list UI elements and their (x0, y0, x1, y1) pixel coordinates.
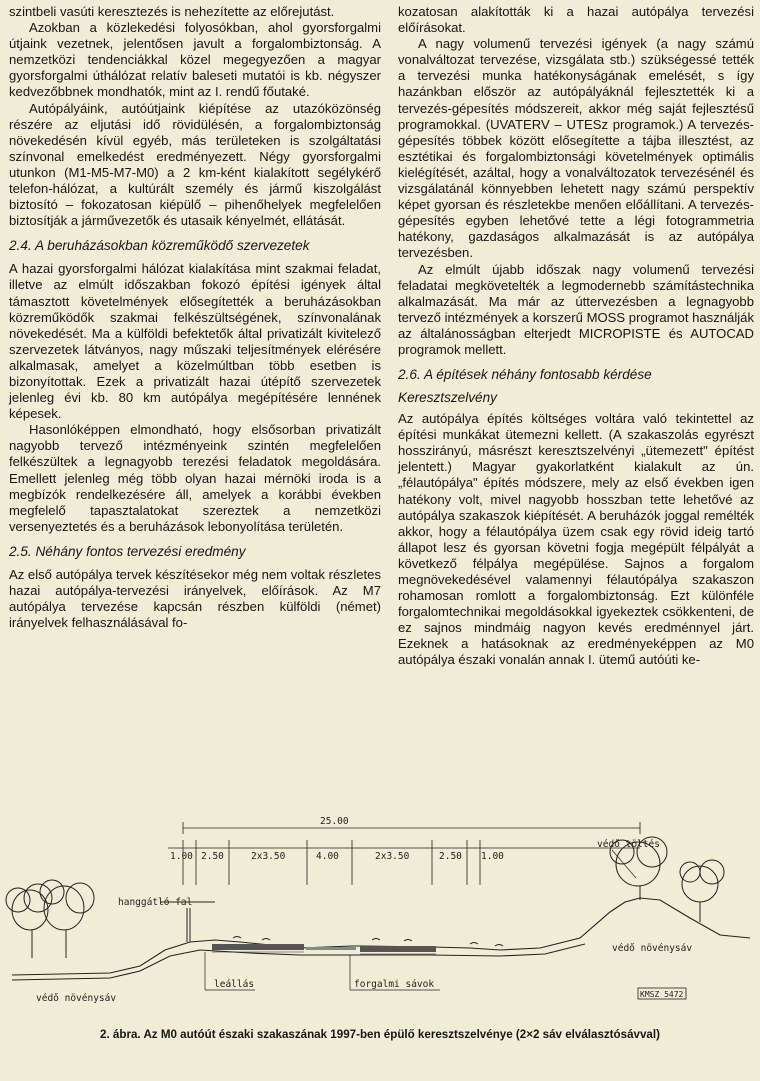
left-planting-label: védő növénysáv (36, 993, 117, 1004)
paragraph: Az elmúlt újabb időszak nagy volumenű tervezési feladatai megkövetelték a legmodernebb számítástechnika alkalmazását. Ma már az úttervezésben a legnagyobb tervező intézmények a korszerű MOSS programot használják az általánosságban elterjedt MICROPISTE és AUTOCAD programok mellett. (398, 261, 754, 357)
section-heading: 2.6. A építések néhány fontosabb kérdése (398, 367, 652, 383)
paragraph: Hasonlóképpen elmondható, hogy elsősorban privatizált nagyobb tervező intézményeink szintén megfelelően felkészültek a legnagyobb terezési feladatok megoldására. Emellett jelenleg még több olyan hazai mérnöki iroda is a megbízók rendelkezésére áll, amelyek a korábbi években megfelelő tapasztalatokat szereztek a nemzetközi versenyeztetés és a beruházások lebonyolítása területén. (9, 422, 381, 534)
paragraph: Az első autópálya tervek készítésekor még nem voltak részletes hazai autópálya-tervezési irányelvek, előírások. Az M7 autópálya tervezése kapcsán részben külföldi (német) irányelvek felhasználásával fo- (9, 566, 381, 631)
right-planting-label: védő növénysáv (612, 943, 693, 954)
cross-section-figure (0, 790, 760, 1020)
left-tree-group (6, 880, 94, 958)
dim-label-7: 1.00 (481, 851, 504, 862)
figure-caption: 2. ábra. Az M0 autóút északi szakaszának 1997-ben épülő keresztszelvénye (2×2 sáv elválasztósávval) (100, 1028, 660, 1041)
dim-label-3: 2x3.50 (251, 851, 286, 862)
left-text-column (9, 4, 381, 631)
shoulder-label: leállás (214, 979, 255, 990)
dim-label-2: 2.50 (201, 851, 224, 862)
embankment-label: védő töltés (597, 839, 660, 850)
cross-section-drawing (0, 790, 760, 1020)
paragraph: szintbeli vasúti keresztezés is nehezítette az előrejutást. (9, 4, 335, 19)
dim-label-6: 2.50 (439, 851, 462, 862)
right-text-column (398, 4, 754, 669)
paragraph: Az autópálya építés költséges voltára való tekintettel az építési munkákat ütemezni kellett. (A szakaszolás egyrészt hosszirányú, másrészt keresztszelvényi „ütemezett" építést jelentett.) Magyar gyakorlatként kialakult az ún. „félautópálya" építés módszere, mely az első években igen hatékony volt, mivel nagyobb hosszban tette lehetővé az autópálya szakaszok kiépítését. A beruházók joggal remélték akkor, hogy a félautópálya üzem csak egy rövid ideig tartó állapot lesz és gyorsan követni fogja megépült félpályát a következő félpálya megépülése. Sajnos a forgalom megnövekedésével valamennyi félautópálya szakaszon rohamosan romlott a forgalombiztonság. Ezt különféle forgalomtechnikai megoldásokkal igyekeztek csökkenteni, de ez sajnos mindmáig nagyon kevés eredménnyel járt. Ezeknek a hatásoknak az eredményeképpen az M0 autópálya északi vonalán annak I. ütemű autóúti ke- (398, 411, 754, 668)
total-width-label: 25.00 (320, 816, 349, 827)
subsection-heading: Keresztszelvény (398, 390, 497, 406)
paragraph: A hazai gyorsforgalmi hálózat kialakítása mint szakmai feladat, illetve az elmúlt időszakban fokozó építési igények által támasztott követelmények elősegítették a beruházásokban közreműködők szakmai felkészültségének, színvonalának növekedését. Ma a külföldi befektetők által privatizált kivitelező szervezetek látványos, nagy műszaki teljesítmények elérésére alkalmasak, amelyet a közelmúltban több esetben is bizonyítottak. Ezek a privatizált hazai útépítő szervezetek jelenleg évi kb. 80 km autópálya megépítésére lennének képesek. (9, 261, 381, 422)
section-heading: 2.4. A beruházásokban közreműködő szervezetek (9, 238, 310, 254)
lanes-label: forgalmi sávok (354, 979, 435, 990)
dim-label-4: 4.00 (316, 851, 339, 862)
dim-label-1: 1.00 (170, 851, 193, 862)
drawing-stamp: KMSZ 5472 (640, 990, 684, 999)
paragraph: A nagy volumenű tervezési igények (a nagy számú vonalváltozat tervezése, vizsgálata stb.) szükségessé tették a tervezési munka hatékonyságának emelését, s így hazánkban először az autópályáknál fejlesztették ki a tervezés-gépesítés módszereit, akkor még saját fejlesztésű programokkal. (UVATERV – UTESz programok.) A tervezés-gépesítés többek között elősegítette a tájba illesztést, az esztétikai és forgalombiztonsági követelmények optimális kielégítését, azáltal, hogy a vonalváltozatok tervezésénél és vizsgálatánál könnyebben lehetett nagy számú perspektív képet gyorsan és részletekbe menően előállítani. A tervezés-gépesítés egyben lehetővé tette a légi fotogrammetria hatékony, gazdaságos alkalmazását is az autópálya tervezésben. (398, 36, 754, 261)
section-heading: 2.5. Néhány fontos tervezési eredmény (9, 543, 246, 559)
paragraph: Autópályáink, autóútjaink kiépítése az utazóközönség részére az eljutási idő rövidülésén, a forgalombiztonság növekedésén kívül egyéb, más területeken is szolgáltatási színvonal emelkedést eredményezett. Négy gyorsforgalmi utunkon (M1-M5-M7-M0) a 2 km-ként kialakított segélykérő telefon-hálózat, a kultúrált személy és jármű kiszolgálást biztosító – fokozatosan kiépülő – pihenőhelyek megfelelően biztosítják a járművezetők és utasaik kényelmét, ellátását. (9, 100, 381, 229)
dim-label-5: 2x3.50 (375, 851, 410, 862)
noise-wall-label: hanggátló fal (118, 897, 193, 908)
paragraph: Azokban a közlekedési folyosókban, ahol gyorsforgalmi útjaink vezetnek, jelentősen javult a forgalombiztonság. A nemzetközi tendenciákkal közel megegyezően a magyar gyorsforgalmi úthálózat relatív baleseti mutatói is kb. négyszer kedvezőbbnek mondhatók, mint az I. rendű főutaké. (9, 20, 381, 100)
paragraph: kozatosan alakították ki a hazai autópálya tervezési előírásokat. (398, 4, 754, 36)
